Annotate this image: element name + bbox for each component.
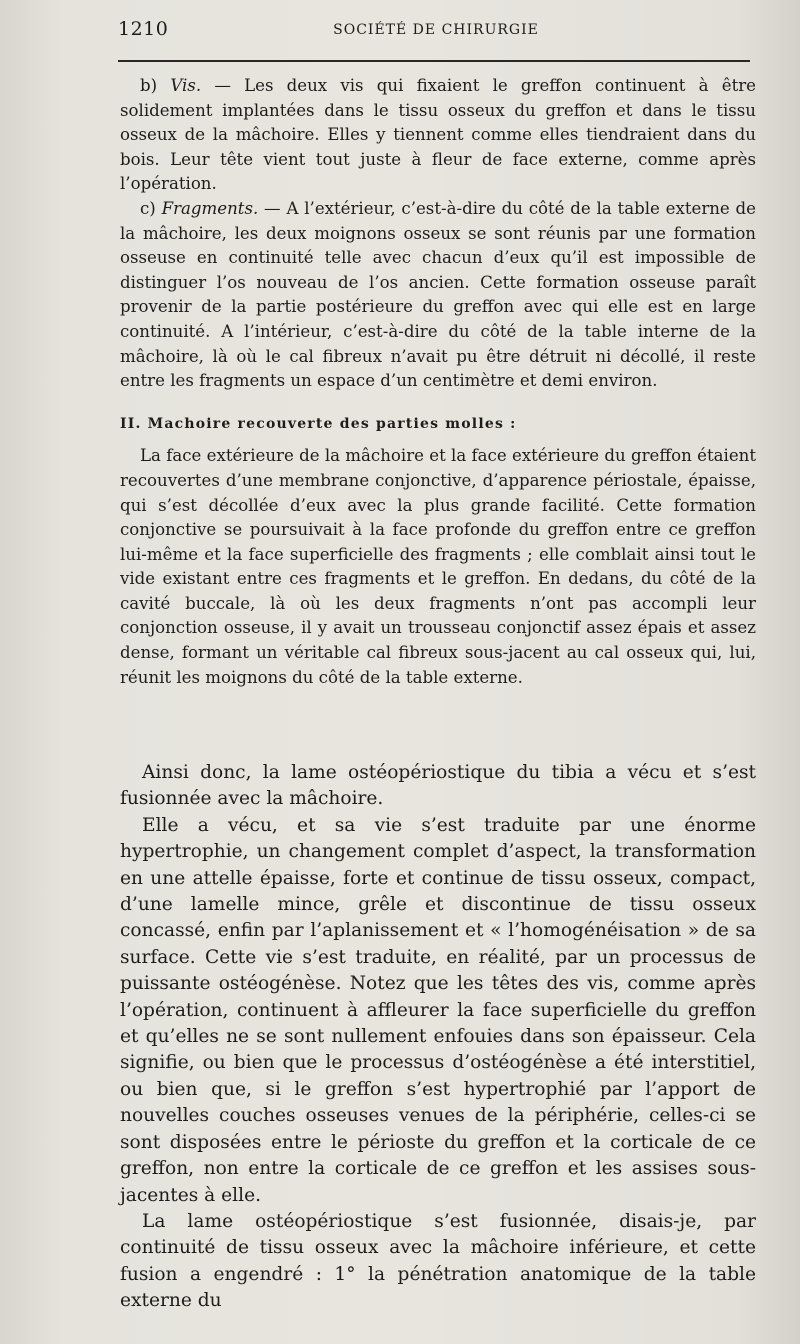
observation-block (120, 74, 756, 690)
paragraph-b-label: b) (140, 76, 171, 95)
main-text-block (120, 760, 756, 1315)
paragraph-c-title: Fragments. (161, 198, 259, 218)
paragraph-b-title: Vis. (170, 76, 202, 95)
header-rule (118, 60, 750, 62)
section-ii-title: II. Machoire recouverte des parties molles : (120, 415, 517, 432)
paragraph-c (120, 197, 756, 394)
paragraph-b (120, 74, 756, 197)
section-ii-text: La face extérieure de la mâchoire et la face extérieure du greffon étaient recouvertes d’une membrane conjonctive, d’apparence périostale, épaisse, qui s’est décollée d’eux avec la plus grande facilité. Cette formation conjonctive se poursuivait à la face profonde du greffon entre ce greffon lui-même et la face superficielle des fragments ; elle comblait ainsi tout le vide existant entre ces fragments et le greffon. En dedans, du côté de la cavité buccale, là où les deux fragments n’ont pas accompli leur conjonction osseuse, il y avait un trousseau conjonctif assez épais et assez dense, formant un véritable cal fibreux sous-jacent au cal osseux qui, lui, réunit les moignons du côté de la table externe. (120, 446, 756, 687)
main-paragraph-3: La lame ostéopériostique s’est fusionnée, disais-je, par continuité de tissu osseux avec la mâchoire inférieure, et cette fusion a engendré : 1° la pénétration anatomique de la table externe du (120, 1210, 756, 1312)
main-paragraph-1: Ainsi donc, la lame ostéopériostique du tibia a vécu et s’est fusionnée avec la mâchoire. (120, 762, 756, 810)
paragraph-c-label: c) (140, 198, 162, 218)
running-head: SOCIÉTÉ DE CHIRURGIE (333, 22, 539, 38)
paragraph-c-text: — A l’extérieur, c’est-à-dire du côté de la table externe de la mâchoire, les deux moignons osseux se sont réunis par une formation osseuse en continuité telle avec chacun d’eux qu’il est impossible de distinguer l’os nouveau de l’os ancien. Cette formation osseuse paraît provenir de la partie postérieure du greffon avec qui elle est en large continuité. A l’intérieur, c’est-à-dire du côté de la table interne de la mâchoire, là où le cal fibreux n’avait pu être détruit ni décollé, il reste entre les fragments un espace d’un centimètre et demi environ. (120, 198, 757, 391)
paragraph-b-text: — Les deux vis qui fixaient le greffon continuent à être solidement implantées dans le tissu osseux du greffon et dans le tissu osseux de la mâchoire. Elles y tiennent comme elles tiendraient dans du bois. Leur tête vient tout juste à fleur de face externe, comme après l’opération. (120, 76, 757, 194)
page-header (118, 16, 754, 48)
main-paragraph-2: Elle a vécu, et sa vie s’est traduite par une énorme hypertrophie, un changement complet d’aspect, la transformation en une attelle épaisse, forte et continue de tissu osseux, compact, d’une lamelle mince, grêle et discontinue de tissu osseux concassé, enfin par l’aplanissement et « l’homogénéisation » de sa surface. Cette vie s’est traduite, en réalité, par un processus de puissante ostéogénèse. Notez que les têtes des vis, comme après l’opération, continuent à affleurer la face superficielle du greffon et qu’elles ne se sont nullement enfouies dans son épaisseur. Cela signifie, ou bien que le processus d’ostéogénèse a été interstitiel, ou bien que, si le greffon s’est hypertrophié par l’apport de nouvelles couches osseuses venues de la périphérie, celles-ci se sont disposées entre le périoste du greffon et la corticale de ce greffon, non entre la corticale de ce greffon et les assises sous-jacentes à elle. (120, 814, 756, 1206)
page-number: 1210 (118, 18, 169, 40)
